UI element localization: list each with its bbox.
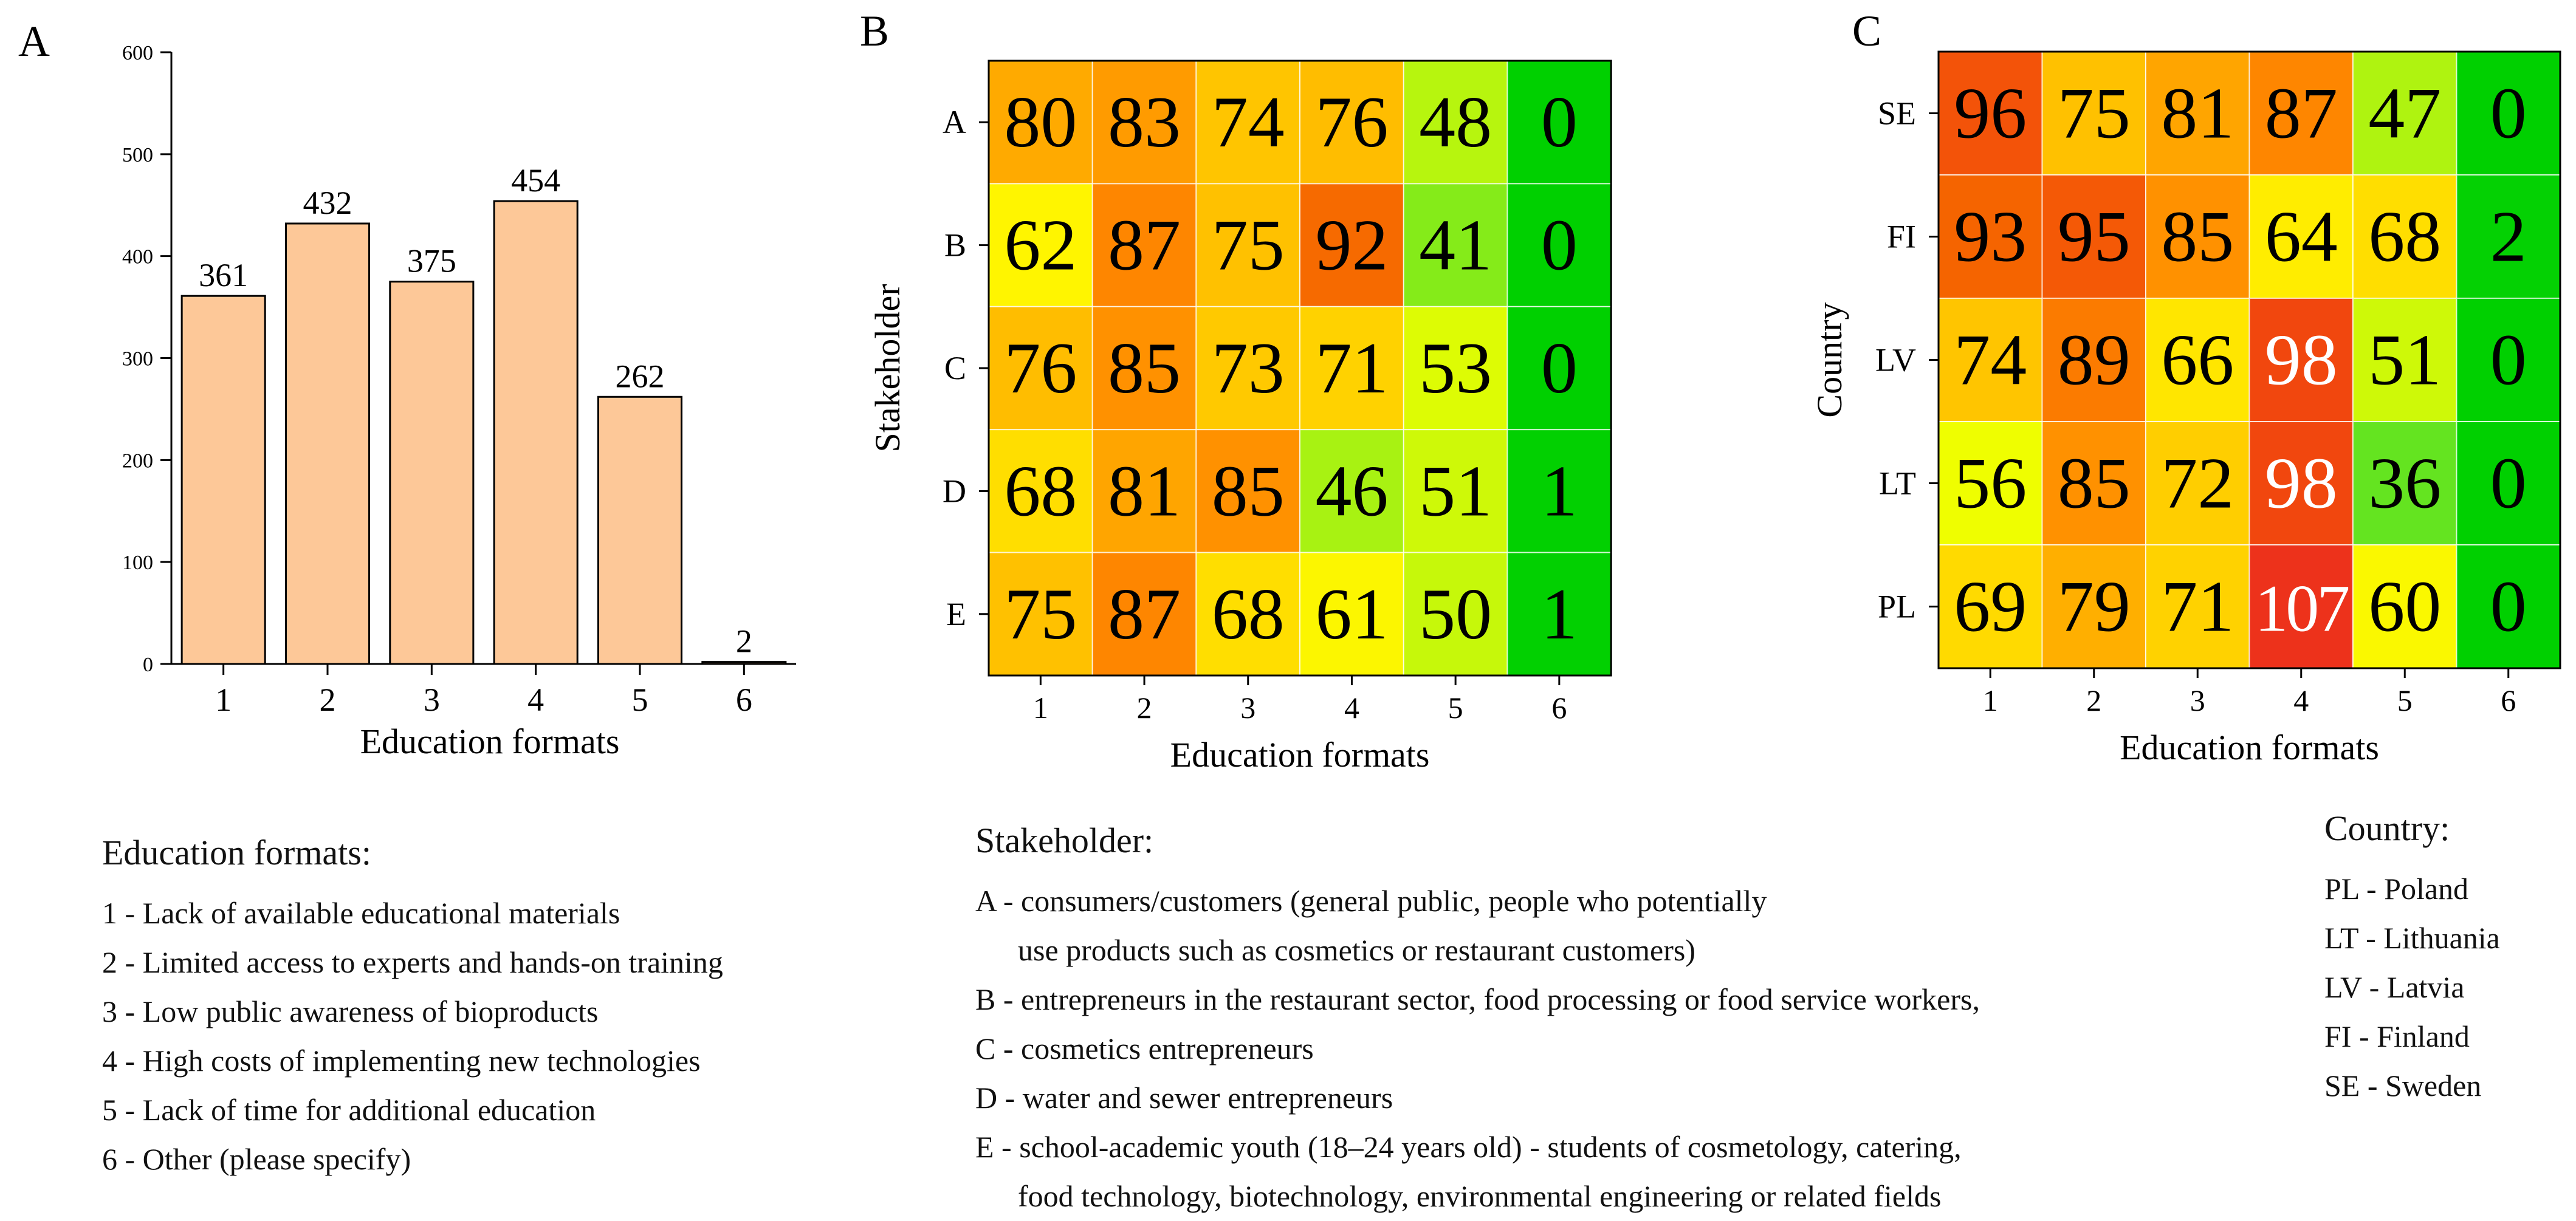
cell-value: 81 [2161,72,2234,154]
legend-item: SE - Sweden [2324,1069,2482,1103]
cell-value: 76 [1315,81,1389,163]
data-label: 2 [735,623,752,660]
cell-value: 61 [1315,573,1389,654]
x-axis-title: Education formats [360,722,620,761]
y-tick-label: 400 [122,245,153,268]
heatmap-panel-c [1810,52,2560,767]
x-axis-title: Education formats [2120,728,2379,767]
cell-value: 0 [1540,81,1578,163]
y-tick-label: PL [1877,588,1916,625]
legend-item: LV - Latvia [2324,970,2465,1004]
x-tick-label: 5 [2397,683,2413,717]
cell-value: 69 [1954,566,2027,647]
bar [390,282,473,664]
x-tick-label: 3 [1240,691,1256,725]
x-tick-label: 3 [2190,683,2205,717]
cell-value: 41 [1419,204,1492,286]
legend-title: Stakeholder: [975,821,1154,860]
stakeholder-legend [975,820,2191,1221]
cell-value: 62 [1004,204,1077,286]
cell-value: 36 [2368,442,2442,524]
country-legend [2324,808,2567,1110]
legend-item: C - cosmetics entrepreneurs [975,1031,1314,1065]
data-label: 432 [303,184,352,221]
legend-item: 3 - Low public awareness of bioproducts [102,994,599,1028]
legend-title: Country: [2324,809,2450,848]
data-label: 262 [615,358,665,395]
x-tick-label: 1 [1982,683,1998,717]
x-tick-label: 5 [1448,691,1463,725]
cell-value: 87 [1108,573,1181,654]
cell-value: 2 [2490,196,2527,277]
cell-value: 89 [2057,319,2131,400]
cell-value: 51 [1419,450,1492,532]
cell-value: 64 [2264,196,2338,277]
y-tick-label: C [944,350,966,386]
legend-item: A - consumers/customers (general public, people who potentially [975,884,1767,918]
cell-value: 0 [2490,319,2527,400]
cell-value: 85 [2161,196,2234,277]
legend-item: food technology, biotechnology, environmental engineering or related fields [1018,1179,1942,1213]
cell-value: 79 [2057,566,2131,647]
x-tick-label: 5 [631,682,648,718]
panel-a-label: A [18,17,50,66]
cell-value: 80 [1004,81,1077,163]
cell-value: 51 [2368,319,2442,400]
cell-value: 74 [1954,319,2027,400]
cell-value: 85 [1108,327,1181,408]
cell-value: 1 [1540,573,1578,654]
cell-value: 46 [1315,450,1389,532]
cell-value: 56 [1954,442,2027,524]
cell-value: 75 [1211,204,1285,286]
cell-value: 92 [1315,204,1389,286]
cell-value: 66 [2161,319,2234,400]
y-tick-label: D [943,473,966,510]
x-tick-label: 6 [2501,683,2516,717]
cell-value: 68 [2368,196,2442,277]
cell-value: 60 [2368,566,2442,647]
legend-item: FI - Finland [2324,1019,2470,1053]
cell-value: 107 [2255,571,2348,646]
x-tick-label: 1 [1032,691,1048,725]
panel-c-label: C [1852,7,1882,55]
legend-item: 4 - High costs of implementing new technologies [102,1044,701,1078]
x-tick-label: 2 [1136,691,1152,725]
y-tick-label: A [943,104,966,141]
data-label: 361 [199,257,249,294]
y-axis-title: Country [1810,302,1849,418]
y-axis-title: Stakeholder [868,284,907,453]
cell-value: 98 [2264,442,2338,524]
bar [182,296,265,664]
cell-value: 83 [1108,81,1181,163]
legend-item: PL - Poland [2324,872,2469,906]
bar [494,201,577,664]
y-tick-label: LV [1875,341,1916,378]
x-tick-label: 4 [527,682,544,718]
cell-value: 68 [1004,450,1077,532]
legend-item: E - school-academic youth (18–24 years old) - students of cosmetology, catering, [975,1130,1962,1164]
x-tick-label: 1 [215,682,232,718]
education-formats-legend [102,832,892,1184]
panel-b-label: B [860,7,890,55]
x-tick-label: 3 [423,682,440,718]
heatmap-panel-b [868,61,1611,775]
y-tick-label: SE [1877,95,1916,132]
cell-value: 71 [1315,327,1389,408]
cell-value: 93 [1954,196,2027,277]
cell-value: 75 [2057,72,2131,154]
y-tick-label: LT [1878,465,1916,502]
x-axis-title: Education formats [1170,735,1430,775]
x-tick-label: 6 [735,682,752,718]
cell-value: 0 [1540,327,1578,408]
bar [702,662,786,664]
cell-value: 71 [2161,566,2234,647]
cell-value: 76 [1004,327,1077,408]
y-tick-label: 600 [122,42,153,64]
y-tick-label: FI [1886,218,1916,255]
cell-value: 72 [2161,442,2234,524]
legend-item: 5 - Lack of time for additional education [102,1093,596,1127]
y-tick-label: 200 [122,450,153,473]
x-tick-label: 2 [2086,683,2102,717]
cell-value: 85 [1211,450,1285,532]
cell-value: 53 [1419,327,1492,408]
cell-value: 75 [1004,573,1077,654]
y-tick-label: 300 [122,347,153,371]
cell-value: 48 [1419,81,1492,163]
cell-value: 0 [2490,566,2527,647]
cell-value: 85 [2057,442,2131,524]
legend-item: 1 - Lack of available educational materials [102,896,620,930]
bar [598,397,681,664]
y-tick-label: B [944,227,966,264]
x-tick-label: 6 [1551,691,1567,725]
cell-value: 47 [2368,72,2442,154]
cell-value: 0 [2490,72,2527,154]
cell-value: 96 [1954,72,2027,154]
x-tick-label: 2 [319,682,336,718]
legend-item: LT - Lithuania [2324,921,2500,955]
y-tick-label: 500 [122,143,153,166]
data-label: 454 [511,162,561,199]
y-tick-label: 0 [143,654,153,676]
bar [286,224,369,664]
cell-value: 68 [1211,573,1285,654]
cell-value: 87 [1108,204,1181,286]
cell-value: 0 [1540,204,1578,286]
legend-item: 2 - Limited access to experts and hands-on training [102,945,723,979]
legend-item: use products such as cosmetics or restaurant customers) [1018,933,1695,967]
cell-value: 74 [1211,81,1285,163]
cell-value: 73 [1211,327,1285,408]
x-tick-label: 4 [1344,691,1359,725]
y-tick-label: 100 [122,552,153,575]
legend-item: 6 - Other (please specify) [102,1142,411,1176]
cell-value: 0 [2490,442,2527,524]
cell-value: 1 [1540,450,1578,532]
cell-value: 87 [2264,72,2338,154]
x-tick-label: 4 [2293,683,2309,717]
cell-value: 50 [1419,573,1492,654]
legend-item: B - entrepreneurs in the restaurant sector, food processing or food service workers, [975,982,1980,1016]
legend-title: Education formats: [102,833,371,872]
cell-value: 95 [2057,196,2131,277]
cell-value: 98 [2264,319,2338,400]
legend-item: D - water and sewer entrepreneurs [975,1081,1393,1115]
y-tick-label: E [946,595,966,632]
cell-value: 81 [1108,450,1181,532]
data-label: 375 [407,242,456,279]
bar-chart-panel-a [122,42,796,761]
